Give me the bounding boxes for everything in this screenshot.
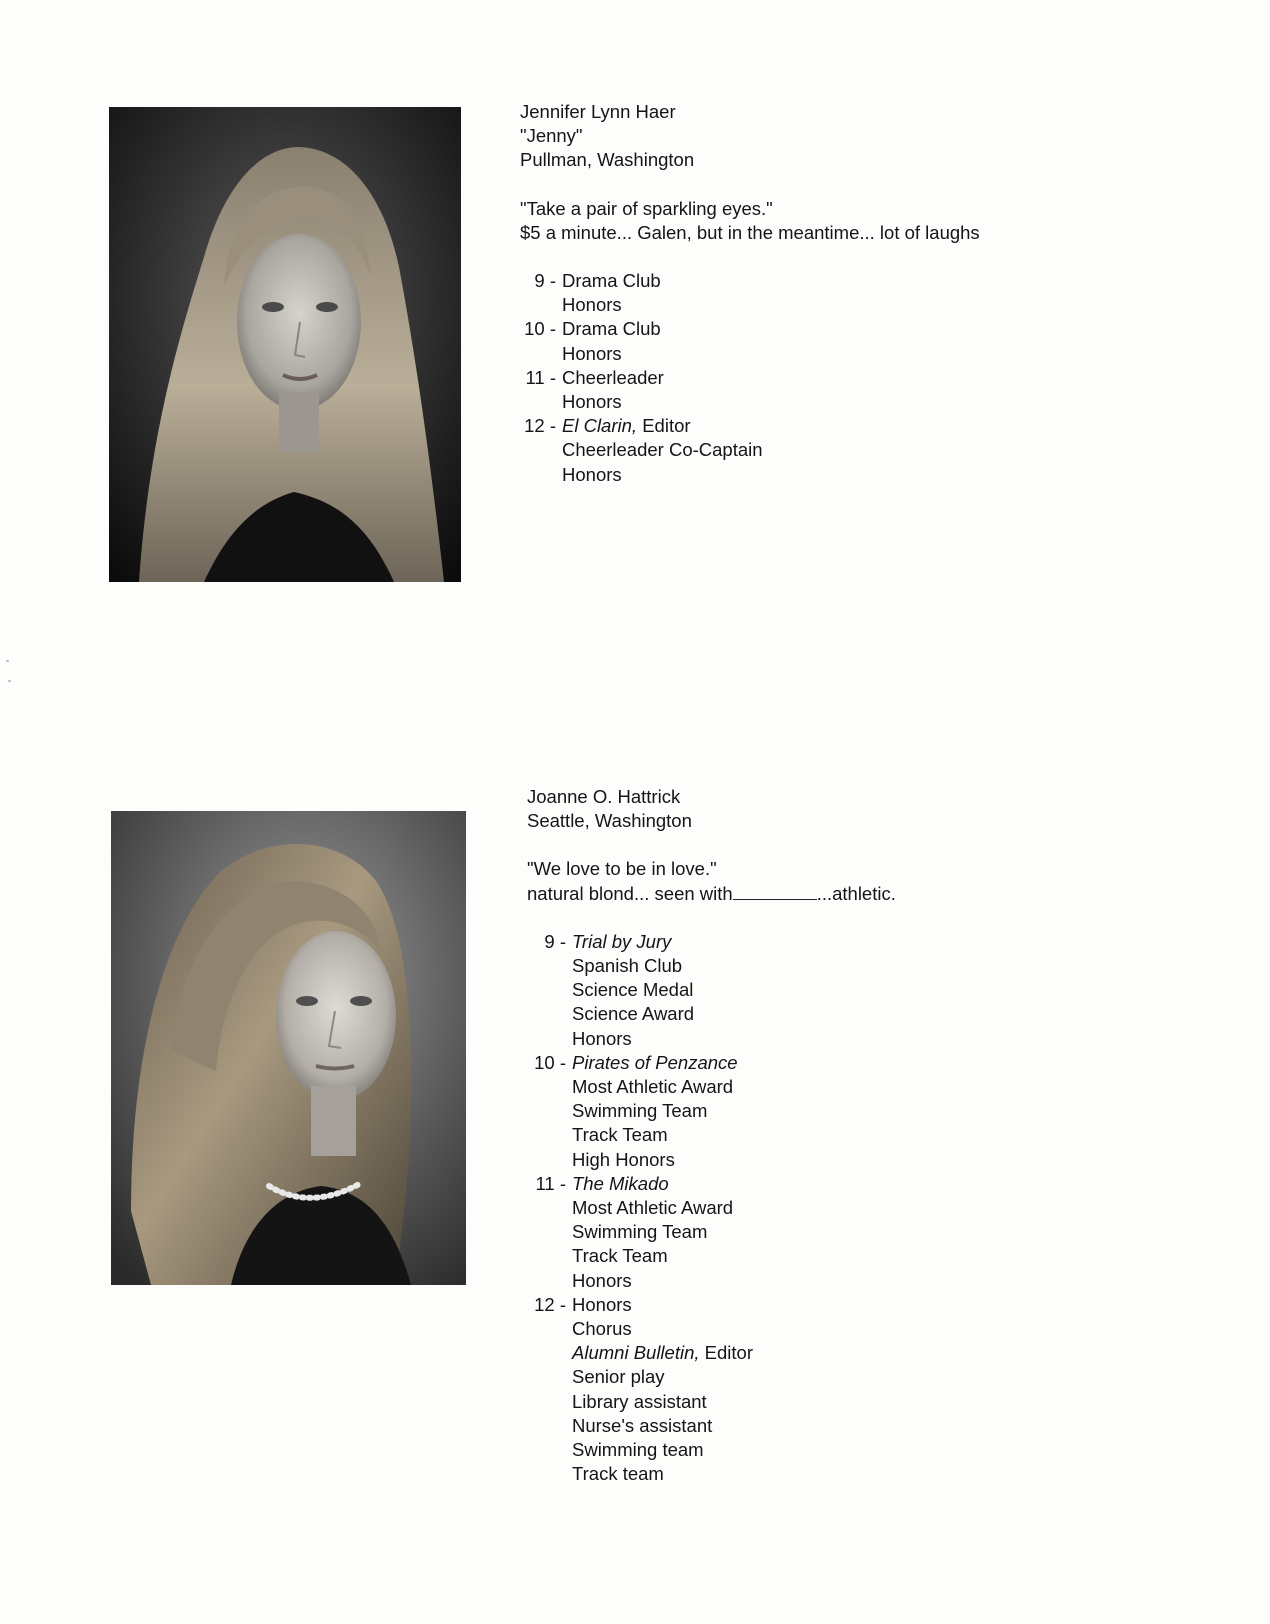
activity-year-11	[512, 366, 980, 414]
profile-jennifer	[520, 100, 980, 487]
year-label: 10 -	[534, 1051, 566, 1073]
activity-item: Swimming Team	[572, 1100, 708, 1122]
activity-item: Spanish Club	[572, 955, 683, 977]
activity-year-10	[512, 317, 980, 365]
student-name: Jennifer Lynn Haer	[520, 101, 676, 122]
year-label: 9 -	[544, 930, 566, 952]
scan-speck	[8, 680, 11, 682]
student-notes: $5 a minute... Galen, but in the meantime... lot of laughs	[520, 221, 980, 243]
activity-item: Honors	[562, 463, 622, 485]
activity-item: Chorus	[572, 1318, 632, 1340]
activity-item: Track Team	[572, 1245, 668, 1267]
activity-item: Swimming Team	[572, 1221, 708, 1243]
year-label: 11 -	[535, 1172, 566, 1194]
activity-year-11	[522, 1172, 896, 1293]
blank-line	[733, 885, 817, 900]
activity-item: Science Medal	[572, 979, 694, 1001]
year-label: 11 -	[525, 366, 556, 388]
activity-item: Honors	[562, 294, 622, 316]
year-label: 12 -	[524, 415, 556, 437]
activity-year-12	[522, 1293, 896, 1487]
activity-item: Science Award	[572, 1003, 695, 1025]
activity-item: Drama Club	[562, 270, 661, 292]
activity-year-10	[522, 1051, 896, 1172]
activity-item: High Honors	[572, 1148, 675, 1170]
activity-item: Honors	[572, 1269, 632, 1291]
year-label: 9 -	[534, 270, 556, 292]
activity-item: Most Athletic Award	[572, 1197, 734, 1219]
student-quote: "Take a pair of sparkling eyes."	[520, 197, 773, 219]
student-hometown: Seattle, Washington	[527, 810, 692, 832]
activities-list	[522, 930, 896, 1487]
activity-item: Trial by Jury	[572, 930, 672, 952]
activity-item: Honors	[562, 391, 622, 413]
activity-year-12	[512, 414, 980, 487]
activity-item: Library assistant	[572, 1390, 707, 1412]
activity-item: El Clarin, Editor	[562, 415, 691, 437]
portrait-image	[111, 811, 466, 1285]
activity-item: Cheerleader Co-Captain	[562, 439, 763, 461]
year-label: 12 -	[534, 1293, 566, 1315]
activity-item: Honors	[572, 1027, 632, 1049]
student-nickname: "Jenny"	[520, 125, 583, 147]
activity-item: Track team	[572, 1463, 664, 1485]
activity-item: The Mikado	[572, 1172, 669, 1194]
activity-item: Drama Club	[562, 318, 661, 340]
portrait-photo-joanne	[111, 811, 466, 1285]
activity-item: Most Athletic Award	[572, 1076, 734, 1098]
portrait-image	[109, 107, 461, 582]
year-label: 10 -	[524, 318, 556, 340]
activity-item: Honors	[562, 342, 622, 364]
activity-year-9	[522, 930, 896, 1051]
activity-item: Senior play	[572, 1366, 665, 1388]
activity-item: Cheerleader	[562, 366, 664, 388]
activity-item: Pirates of Penzance	[572, 1051, 738, 1073]
activity-item: Nurse's assistant	[572, 1414, 713, 1436]
scan-speck	[6, 660, 9, 662]
activity-item: Track Team	[572, 1124, 668, 1146]
portrait-photo-jennifer	[109, 107, 461, 582]
student-name: Joanne O. Hattrick	[527, 786, 681, 807]
student-notes: natural blond... seen with ...athletic.	[527, 882, 896, 904]
activity-item: Swimming team	[572, 1439, 704, 1461]
student-hometown: Pullman, Washington	[520, 149, 695, 171]
activity-year-9	[512, 269, 980, 317]
activity-item: Alumni Bulletin, Editor	[572, 1342, 753, 1364]
profile-joanne	[527, 785, 896, 1486]
activities-list	[512, 269, 980, 487]
activity-item: Honors	[572, 1293, 632, 1315]
student-quote: "We love to be in love."	[527, 858, 717, 880]
